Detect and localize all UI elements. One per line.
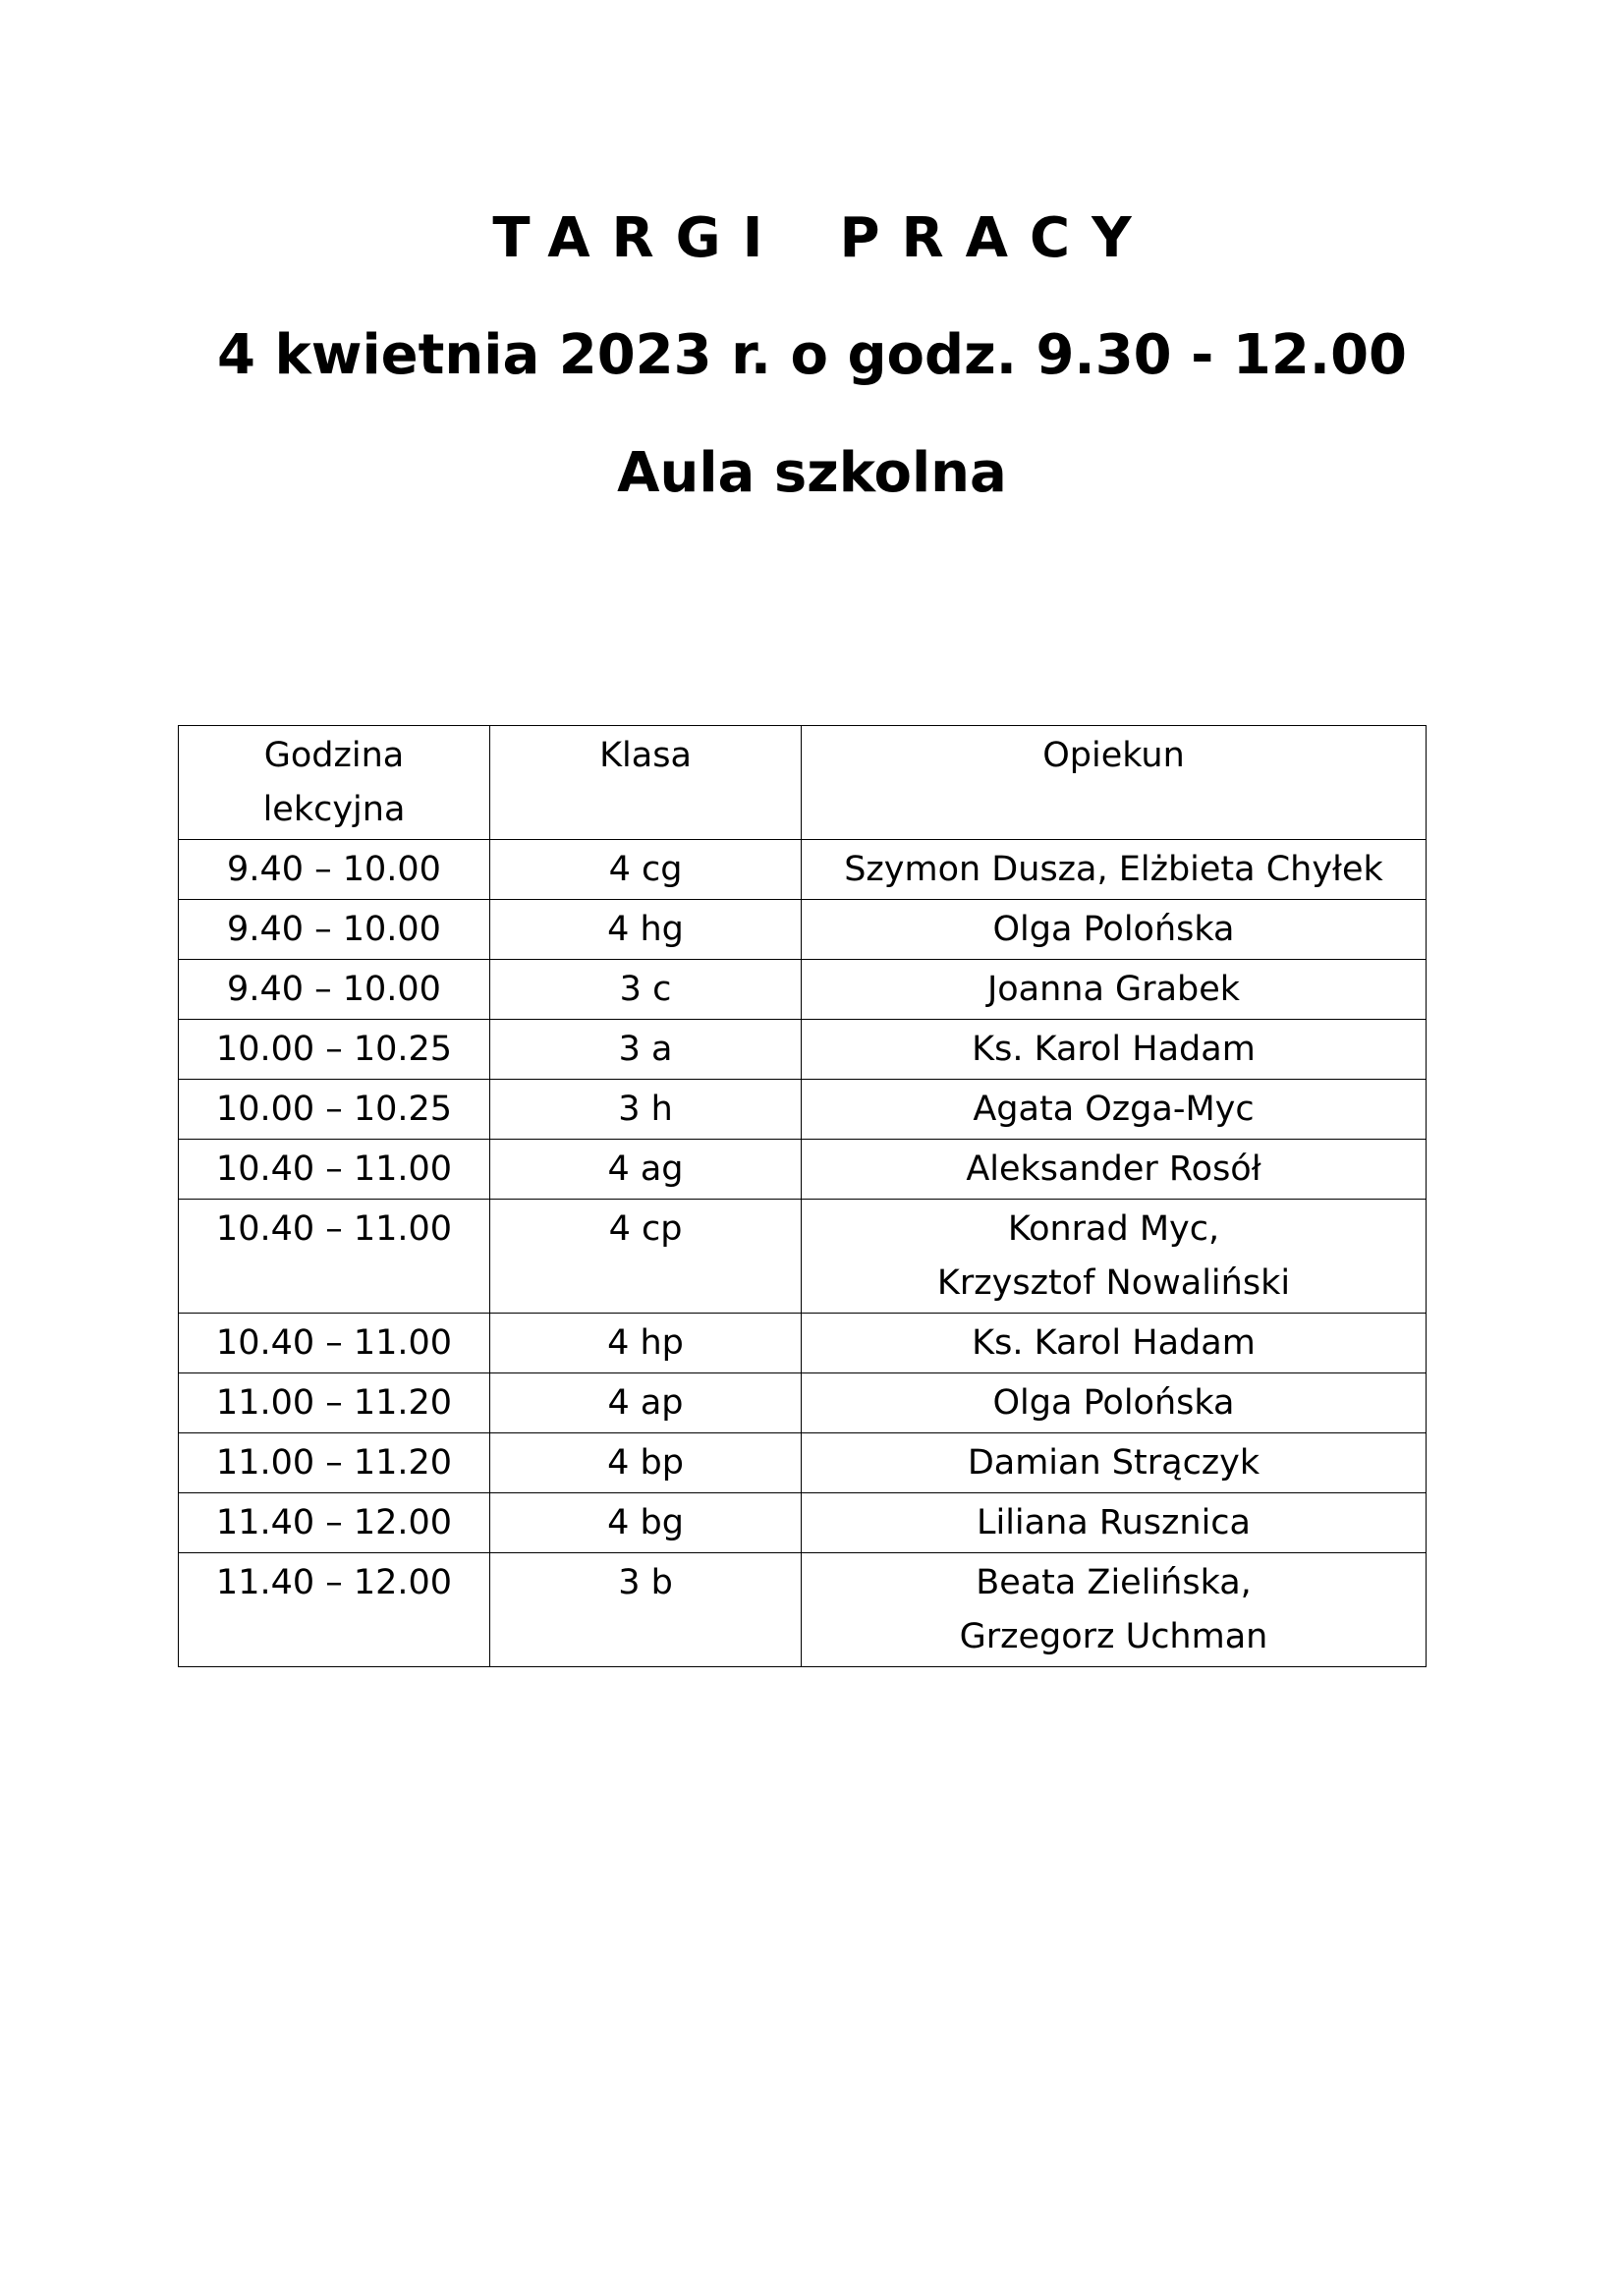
- guardian-name: Olga Polońska: [992, 910, 1235, 949]
- event-location: Aula szkolna: [617, 441, 1007, 505]
- class-cell: 4 cg: [490, 840, 802, 900]
- schedule-table: [178, 725, 1427, 1667]
- time-cell: 9.40 – 10.00: [179, 840, 490, 900]
- guardian-name: Konrad Myc,: [1007, 1209, 1220, 1249]
- schedule-body: [179, 840, 1427, 1667]
- column-header-time-line-2: lekcyjna: [262, 790, 406, 829]
- time-cell: 10.00 – 10.25: [179, 1080, 490, 1140]
- guardian-name: Olga Polońska: [992, 1383, 1235, 1423]
- column-header-class: [490, 726, 802, 840]
- class-cell: 3 h: [490, 1080, 802, 1140]
- class-cell: 4 hp: [490, 1314, 802, 1373]
- table-row: [179, 1493, 1427, 1553]
- table-row: [179, 1553, 1427, 1667]
- time-cell: 9.40 – 10.00: [179, 960, 490, 1020]
- time-cell: 11.40 – 12.00: [179, 1553, 490, 1667]
- guardian-cell: [802, 1140, 1427, 1200]
- time-cell: 11.40 – 12.00: [179, 1493, 490, 1553]
- guardian-cell: [802, 900, 1427, 960]
- time-cell: 11.00 – 11.20: [179, 1433, 490, 1493]
- guardian-cell: [802, 1493, 1427, 1553]
- table-row: [179, 1373, 1427, 1433]
- class-cell: 3 c: [490, 960, 802, 1020]
- time-cell: 10.40 – 11.00: [179, 1140, 490, 1200]
- column-header-guardian: [802, 726, 1427, 840]
- table-row: [179, 1140, 1427, 1200]
- class-cell: 3 b: [490, 1553, 802, 1667]
- time-cell: 9.40 – 10.00: [179, 900, 490, 960]
- table-row: [179, 960, 1427, 1020]
- table-row: [179, 1200, 1427, 1314]
- guardian-name: Ks. Karol Hadam: [972, 1323, 1256, 1363]
- guardian-cell: [802, 960, 1427, 1020]
- guardian-name: Liliana Rusznica: [976, 1503, 1251, 1542]
- guardian-name: Aleksander Rosół: [966, 1149, 1261, 1189]
- table-row: [179, 1314, 1427, 1373]
- table-row: [179, 900, 1427, 960]
- guardian-name: Krzysztof Nowaliński: [936, 1263, 1291, 1303]
- class-cell: 4 hg: [490, 900, 802, 960]
- title-word-2: PRACY: [839, 206, 1153, 270]
- guardian-name: Ks. Karol Hadam: [972, 1030, 1256, 1069]
- guardian-cell: [802, 1080, 1427, 1140]
- guardian-name: Szymon Dusza, Elżbieta Chyłek: [844, 850, 1383, 889]
- time-cell: 10.40 – 11.00: [179, 1200, 490, 1314]
- header-row: [179, 726, 1427, 840]
- schedule-header: [179, 726, 1427, 840]
- table-row: [179, 1433, 1427, 1493]
- page-title: [0, 204, 1624, 273]
- table-row: [179, 1020, 1427, 1080]
- class-cell: 4 ap: [490, 1373, 802, 1433]
- column-header-time: [179, 726, 490, 840]
- title-word-1: TARGI: [492, 206, 785, 270]
- time-cell: 10.00 – 10.25: [179, 1020, 490, 1080]
- guardian-name: Agata Ozga-Myc: [973, 1090, 1255, 1129]
- table-row: [179, 840, 1427, 900]
- guardian-cell: [802, 1433, 1427, 1493]
- time-cell: 11.00 – 11.20: [179, 1373, 490, 1433]
- column-header-time-line-1: Godzina: [263, 736, 405, 775]
- guardian-name: Grzegorz Uchman: [959, 1617, 1268, 1656]
- table-row: [179, 1080, 1427, 1140]
- guardian-cell: [802, 1373, 1427, 1433]
- time-cell: 10.40 – 11.00: [179, 1314, 490, 1373]
- guardian-cell: [802, 1314, 1427, 1373]
- class-cell: 3 a: [490, 1020, 802, 1080]
- column-header-class-label: Klasa: [599, 736, 692, 775]
- column-header-guardian-label: Opiekun: [1042, 736, 1185, 775]
- guardian-name: Damian Strączyk: [967, 1443, 1260, 1483]
- guardian-name: Beata Zielińska,: [976, 1563, 1252, 1602]
- class-cell: 4 ag: [490, 1140, 802, 1200]
- guardian-cell: [802, 840, 1427, 900]
- guardian-cell: [802, 1020, 1427, 1080]
- class-cell: 4 cp: [490, 1200, 802, 1314]
- class-cell: 4 bp: [490, 1433, 802, 1493]
- guardian-name: Joanna Grabek: [986, 970, 1241, 1009]
- guardian-cell: [802, 1200, 1427, 1314]
- class-cell: 4 bg: [490, 1493, 802, 1553]
- event-date: 4 kwietnia 2023 r. o godz. 9.30 - 12.00: [217, 323, 1407, 387]
- guardian-cell: [802, 1553, 1427, 1667]
